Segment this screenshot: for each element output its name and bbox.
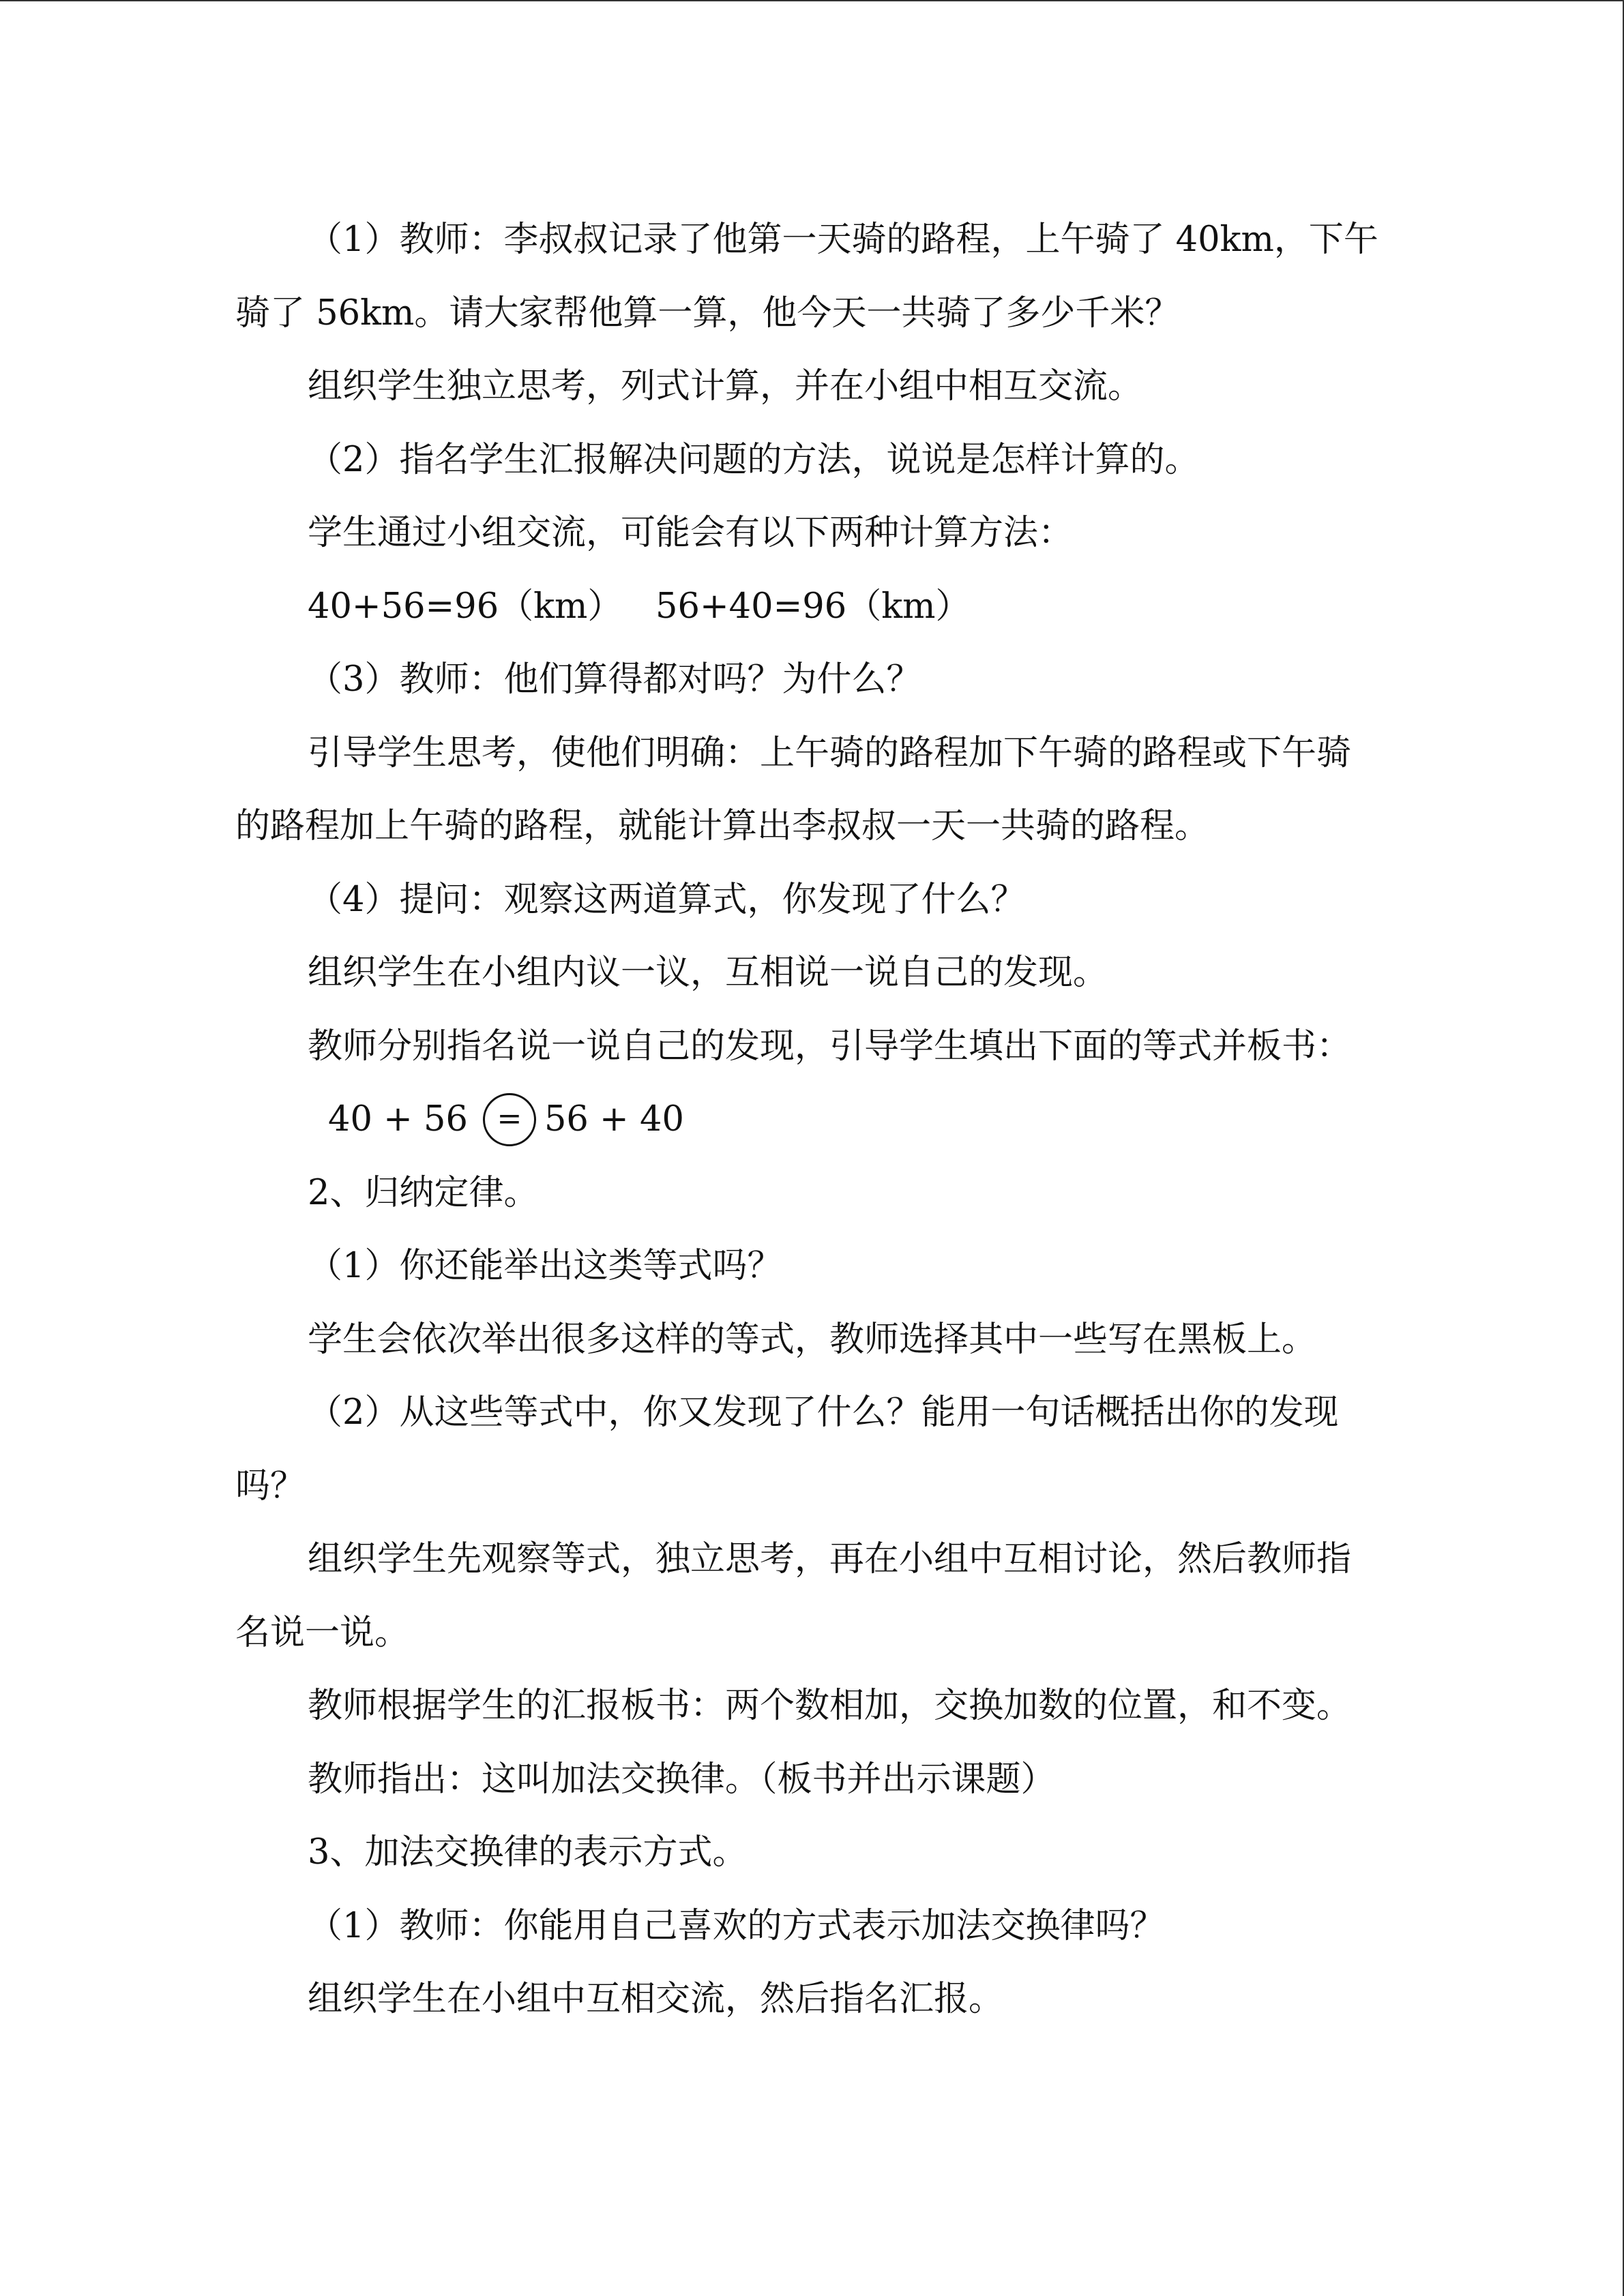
paragraph-line: 引导学生思考，使他们明确：上午骑的路程加下午骑的路程或下午骑 <box>308 732 1352 773</box>
equation-right: 56 + 40 <box>544 1099 684 1140</box>
equation-left: 40 + 56 <box>328 1099 468 1140</box>
paragraph-line: （1）教师：你能用自己喜欢的方式表示加法交换律吗？ <box>308 1905 1165 1946</box>
paragraph-line: （2）指名学生汇报解决问题的方法，说说是怎样计算的。 <box>308 439 1200 480</box>
paragraph-line: 的路程加上午骑的路程，就能计算出李叔叔一天一共骑的路程。 <box>235 806 1210 846</box>
paragraph-line: 教师分别指名说一说自己的发现，引导学生填出下面的等式并板书： <box>308 1026 1352 1067</box>
paragraph-line: 学生通过小组交流，可能会有以下两种计算方法： <box>308 513 1074 553</box>
paragraph-line: 组织学生在小组内议一议，互相说一说自己的发现。 <box>308 953 1108 993</box>
document-body <box>235 203 1456 2036</box>
paragraph-line: 组织学生先观察等式，独立思考，再在小组中互相讨论，然后教师指 <box>308 1539 1352 1579</box>
paragraph-line: 教师指出：这叫加法交换律。（板书并出示课题） <box>308 1759 1056 1800</box>
paragraph-line: 组织学生在小组中互相交流，然后指名汇报。 <box>308 1979 1004 2019</box>
paragraph-line: 骑了 56km。请大家帮他算一算，他今天一共骑了多少千米？ <box>235 293 1180 333</box>
paragraph-line: 组织学生独立思考，列式计算，并在小组中相互交流。 <box>308 366 1143 406</box>
equation <box>235 1083 1456 1157</box>
calculation-line: 40+56=96（km） 56+40=96（km） <box>308 586 971 627</box>
section-heading: 3、加法交换律的表示方式。 <box>308 1832 748 1873</box>
equals-circle: = <box>483 1093 536 1146</box>
paragraph-line: 吗？ <box>235 1465 306 1506</box>
paragraph-line: 学生会依次举出很多这样的等式，教师选择其中一些写在黑板上。 <box>308 1319 1317 1360</box>
paragraph-line: （1）教师：李叔叔记录了他第一天骑的路程，上午骑了 40km，下午 <box>308 220 1378 260</box>
paragraph-line: （1）你还能举出这类等式吗？ <box>308 1246 782 1286</box>
paragraph-line: （2）从这些等式中，你又发现了什么？能用一句话概括出你的发现 <box>308 1392 1339 1433</box>
paragraph-line: 教师根据学生的汇报板书：两个数相加，交换加数的位置，和不变。 <box>308 1686 1352 1726</box>
section-heading: 2、归纳定律。 <box>308 1172 539 1213</box>
paragraph-line: （4）提问：观察这两道算式，你发现了什么？ <box>308 879 1026 920</box>
paragraph-line: 名说一说。 <box>235 1612 410 1653</box>
paragraph-line: （3）教师：他们算得都对吗？为什么？ <box>308 659 921 700</box>
